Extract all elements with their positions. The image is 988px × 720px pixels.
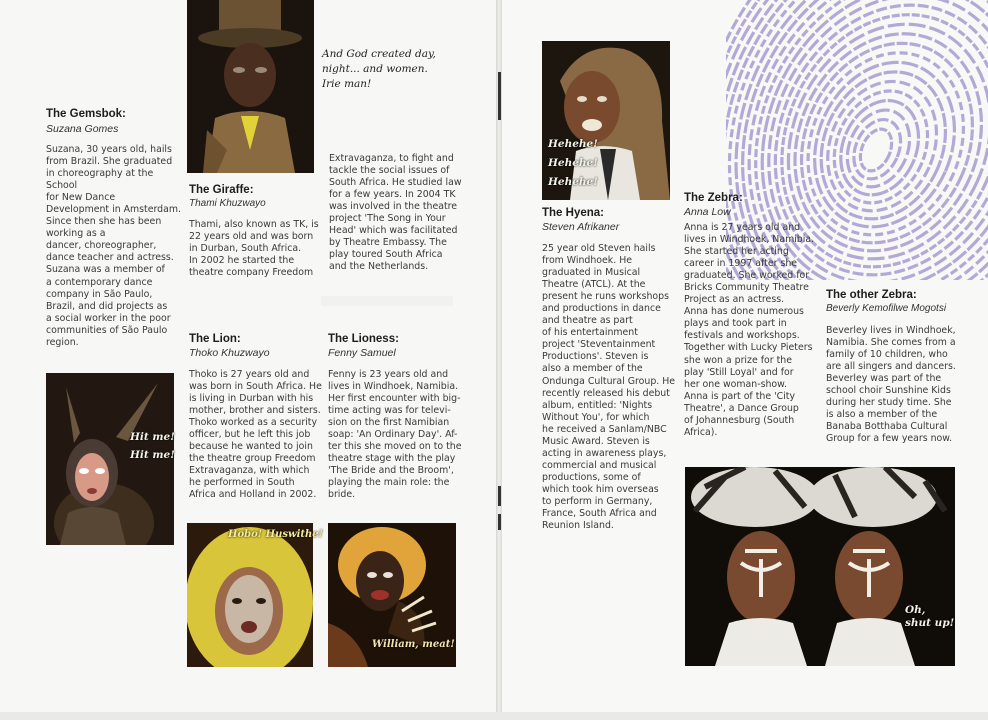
bio-line: Namibia. She comes from a bbox=[826, 337, 956, 349]
bio-line: Project as an actress. bbox=[684, 294, 785, 306]
bio-line: acting in awareness plays, bbox=[542, 447, 667, 459]
bio-line: She started her acting bbox=[684, 246, 789, 258]
caption-line: Hehehe! bbox=[548, 176, 598, 188]
bio-line: mother, brother and sisters. bbox=[189, 405, 321, 417]
bio-line: was born in South Africa. He bbox=[189, 381, 322, 393]
bio-line: France, South Africa and bbox=[542, 508, 657, 520]
bio-line: plays and took part in bbox=[684, 318, 787, 330]
lion-actor: Thoko Khuzwayo bbox=[189, 347, 270, 359]
bio-line: Development in Amsterdam. bbox=[46, 204, 181, 216]
giraffe-title: The Giraffe: bbox=[189, 184, 254, 196]
bio-line: is also a member of the bbox=[826, 409, 938, 421]
binding-mark bbox=[498, 486, 501, 506]
bio-line: 'The Bride and the Broom', bbox=[328, 465, 454, 477]
caption-line: Hehehe! bbox=[548, 138, 598, 150]
bio-line: Thoko worked as a security bbox=[189, 417, 318, 429]
bio-line: ter this she moved on to the bbox=[328, 441, 462, 453]
caption-line: Oh, bbox=[905, 604, 926, 616]
bio-line: Banaba Botthaba Cultural bbox=[826, 421, 948, 433]
bio-line: Theatre (ATCL). At the bbox=[542, 279, 646, 291]
lion-bio bbox=[189, 369, 322, 502]
hyena-bio bbox=[542, 243, 675, 532]
bio-line: is living in Durban with his bbox=[189, 393, 314, 405]
caption-line: William, meat! bbox=[372, 639, 455, 650]
giraffe-actor: Thami Khuzwayo bbox=[189, 198, 266, 209]
bio-line: Theatre', a Dance Group bbox=[684, 402, 799, 414]
bio-line: South Africa. He studied law bbox=[329, 177, 462, 189]
bio-line: communities of São Paulo bbox=[46, 324, 168, 336]
bio-line: by Theatre Embassy. The bbox=[329, 237, 447, 249]
bio-line: dancer, choreographer, bbox=[46, 240, 157, 252]
lioness-caption bbox=[372, 636, 455, 654]
binding-mark bbox=[498, 514, 501, 530]
bio-line: Anna has done numerous bbox=[684, 306, 804, 318]
gemsbok-title: The Gemsbok: bbox=[46, 108, 126, 120]
bio-line: Beverley lives in Windhoek, bbox=[826, 325, 956, 336]
bio-line: Beverley was part of the bbox=[826, 373, 942, 385]
gemsbok-caption bbox=[130, 428, 175, 464]
bio-line: time acting was for televi- bbox=[328, 405, 451, 417]
bio-line: which took him overseas bbox=[542, 483, 659, 495]
bio-line: 22 years old and was born bbox=[189, 231, 314, 243]
bio-line: productions, some of bbox=[542, 471, 641, 483]
bio-line: recently released his debut bbox=[542, 387, 670, 399]
bio-line: theatre stage with the play bbox=[328, 453, 456, 465]
bio-line: and the Netherlands. bbox=[329, 261, 429, 273]
bio-line: she won a prize for the bbox=[684, 354, 792, 366]
bio-line: commercial and musical bbox=[542, 459, 657, 471]
caption-line: Hobo! Huswithe! bbox=[228, 529, 324, 540]
bio-line: Reunion Island. bbox=[542, 520, 614, 532]
other-zebra-title: The other Zebra: bbox=[826, 289, 917, 301]
quote-line: night... and women. bbox=[322, 63, 428, 75]
bio-line: in Durban, South Africa. bbox=[189, 243, 302, 255]
bio-line: soap: 'An Ordinary Day'. Af- bbox=[328, 429, 458, 441]
bio-line: play toured South Africa bbox=[329, 249, 443, 261]
bio-line: playing the main role: the bbox=[328, 477, 450, 489]
bio-line: sion on the first Namibian bbox=[328, 417, 450, 429]
bio-line: dance teacher and actress. bbox=[46, 252, 174, 264]
bio-line: for a few years. In 2004 TK bbox=[329, 189, 456, 201]
background-panel bbox=[321, 296, 453, 306]
bio-line: graduated in Musical bbox=[542, 267, 641, 279]
lioness-title: The Lioness: bbox=[328, 333, 399, 345]
bio-line: Fenny is 23 years old and bbox=[328, 369, 449, 380]
bio-line: region. bbox=[46, 336, 79, 348]
other-zebra-bio bbox=[826, 325, 956, 445]
bio-line: Africa and Holland in 2002. bbox=[189, 489, 317, 501]
bio-line: family of 10 children, who bbox=[826, 349, 948, 361]
bio-line: play 'Still Loyal' and for bbox=[684, 366, 794, 378]
lion-photo bbox=[187, 523, 313, 667]
bio-line: Suzana, 30 years old, hails bbox=[46, 144, 172, 155]
other-zebra-actor: Beverly Kemofilwe Mogotsi bbox=[826, 303, 947, 314]
gemsbok-actor: Suzana Gomes bbox=[46, 123, 119, 135]
gemsbok-bio bbox=[46, 144, 181, 349]
bio-line: Bricks Community Theatre bbox=[684, 282, 809, 294]
bio-line: project 'The Song in Your bbox=[329, 213, 446, 225]
bio-line: to perform in Germany, bbox=[542, 495, 653, 507]
bio-line: he received a Sanlam/NBC bbox=[542, 423, 667, 435]
binding-mark bbox=[498, 72, 501, 120]
bio-line: of his entertainment bbox=[542, 327, 638, 339]
bio-line: Brazil, and did projects as bbox=[46, 300, 168, 312]
bio-line: Suzana was a member of bbox=[46, 264, 165, 276]
bio-line: theatre company Freedom bbox=[189, 267, 314, 279]
bio-line: of Johannesburg (South bbox=[684, 414, 795, 426]
bio-line: company in São Paulo, bbox=[46, 288, 153, 300]
lion-caption bbox=[228, 526, 323, 544]
zebra-title: The Zebra: bbox=[684, 192, 743, 204]
bio-line: festivals and workshops. bbox=[684, 330, 800, 342]
zebras-caption bbox=[905, 604, 954, 630]
god-created-quote bbox=[322, 47, 436, 92]
bio-line: school choir Sunshine Kids bbox=[826, 385, 951, 397]
bio-line: lives in Windhoek, Namibia. bbox=[684, 234, 815, 246]
bio-line: and theatre as part bbox=[542, 315, 633, 327]
hyena-title: The Hyena: bbox=[542, 207, 604, 219]
bio-line: Thami, also known as TK, is bbox=[189, 219, 319, 230]
bio-line: School bbox=[46, 180, 78, 192]
bio-line: the theatre group Freedom bbox=[189, 453, 316, 465]
lioness-actor: Fenny Samuel bbox=[328, 347, 396, 359]
bio-line: Head' which was facilitated bbox=[329, 225, 458, 237]
giraffe-photo bbox=[187, 0, 314, 173]
bio-line: working as a bbox=[46, 228, 106, 240]
bio-line: Anna is 27 years old and bbox=[684, 222, 801, 233]
bio-line: Anna is part of the 'City bbox=[684, 390, 796, 402]
bio-line: officer, but he left this job bbox=[189, 429, 311, 441]
bio-line: Music Award. Steven is bbox=[542, 435, 650, 447]
caption-line: Hehehe! bbox=[548, 157, 598, 169]
bio-line: Thoko is 27 years old and bbox=[189, 369, 310, 380]
bio-line: Group for a few years now. bbox=[826, 433, 953, 445]
bio-line: a contemporary dance bbox=[46, 276, 153, 288]
bio-line: a social worker in the poor bbox=[46, 312, 171, 324]
bio-line: because he wanted to join bbox=[189, 441, 313, 453]
bio-line: from Brazil. She graduated bbox=[46, 156, 173, 168]
bio-line: was involved in the theatre bbox=[329, 201, 458, 213]
bio-line: lives in Windhoek, Namibia. bbox=[328, 381, 459, 393]
bio-line: Africa). bbox=[684, 426, 718, 438]
giraffe-bio bbox=[189, 219, 319, 279]
bio-line: also a member of the bbox=[542, 363, 643, 375]
lioness-bio bbox=[328, 369, 462, 502]
bio-line: from Windhoek. He bbox=[542, 255, 633, 267]
hyena-actor: Steven Afrikaner bbox=[542, 221, 620, 233]
bio-line: are all singers and dancers. bbox=[826, 361, 956, 373]
zebras-photo bbox=[685, 467, 955, 666]
bio-line: and productions in dance bbox=[542, 303, 661, 315]
bio-line: present he runs workshops bbox=[542, 291, 669, 303]
bio-line: during her study time. She bbox=[826, 397, 952, 409]
bio-line: 25 year old Steven hails bbox=[542, 243, 656, 254]
caption-line: Hit me! bbox=[130, 431, 175, 443]
bio-line: Ondunga Cultural Group. He bbox=[542, 375, 676, 387]
quote-line: And God created day, bbox=[322, 48, 436, 60]
bio-line: album, entitled: 'Nights bbox=[542, 399, 653, 411]
zebra-actor: Anna Low bbox=[684, 206, 731, 218]
bio-line: he performed in South bbox=[189, 477, 295, 489]
giraffe-bio-continued bbox=[329, 153, 462, 273]
bio-line: career in 1997 after she bbox=[684, 258, 798, 270]
bio-line: in choreography at the bbox=[46, 168, 154, 180]
bio-line: bride. bbox=[328, 489, 356, 501]
bio-line: for New Dance bbox=[46, 192, 116, 204]
quote-line: Irie man! bbox=[322, 78, 372, 90]
bio-line: Without You', for which bbox=[542, 411, 650, 423]
zebra-bio bbox=[684, 222, 814, 439]
caption-line: shut up! bbox=[905, 617, 955, 629]
caption-line: Hit me! bbox=[130, 449, 175, 461]
bio-line: tackle the social issues of bbox=[329, 165, 450, 177]
bio-line: Since then she has been bbox=[46, 216, 162, 228]
bio-line: Her first encounter with big- bbox=[328, 393, 461, 405]
bio-line: her one woman-show. bbox=[684, 378, 787, 390]
bio-line: In 2002 he started the bbox=[189, 255, 295, 267]
hyena-caption bbox=[548, 135, 598, 192]
bio-line: Productions'. Steven is bbox=[542, 351, 649, 363]
bio-line: Together with Lucky Pieters bbox=[684, 342, 813, 354]
bio-line: graduated. She worked for bbox=[684, 270, 810, 282]
bio-line: project 'Steventainment bbox=[542, 339, 656, 351]
bio-line: Extravaganza, with which bbox=[189, 465, 310, 477]
bio-line: Extravaganza, to fight and bbox=[329, 153, 454, 164]
lion-title: The Lion: bbox=[189, 333, 241, 345]
